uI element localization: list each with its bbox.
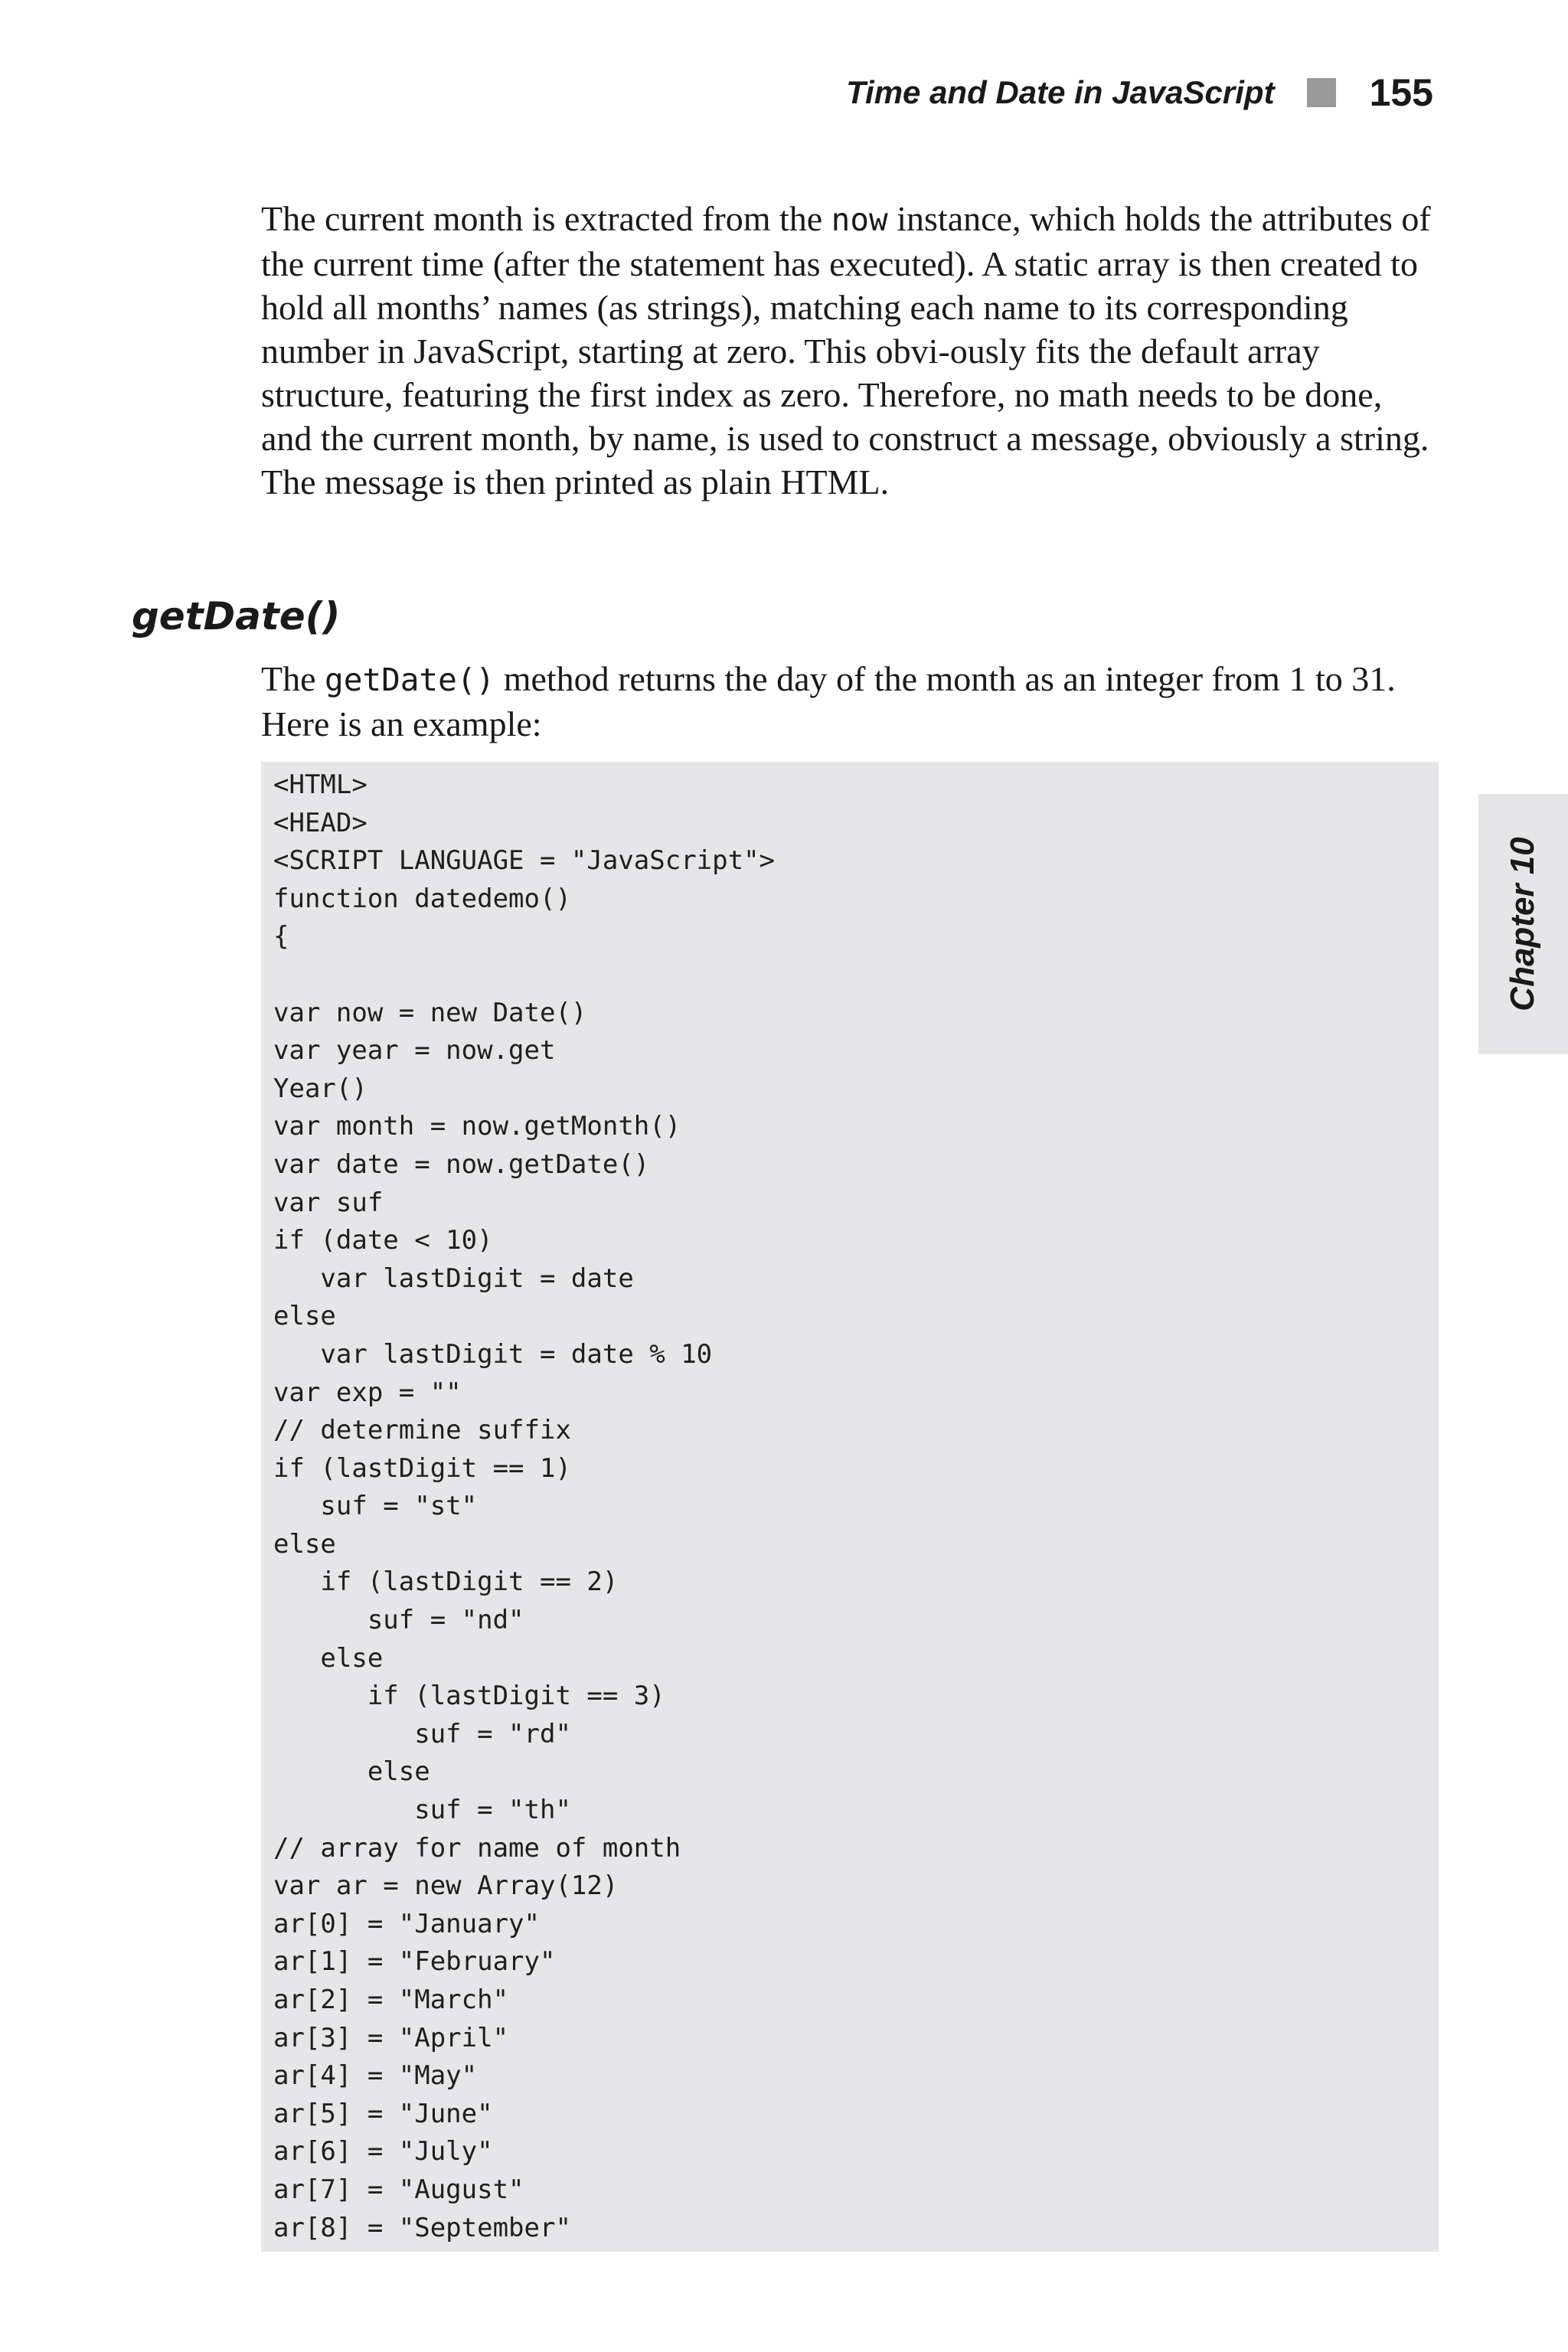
code-line: ar[5] = "June"	[273, 2098, 493, 2129]
code-line: ar[8] = "September"	[273, 2212, 571, 2243]
running-header	[846, 66, 1433, 119]
code-listing	[261, 762, 1439, 2252]
intro-paragraph	[261, 197, 1440, 504]
code-line: ar[3] = "April"	[273, 2022, 509, 2053]
code-line: else	[273, 1642, 384, 1674]
code-line: var now = new Date()	[273, 997, 587, 1028]
code-line: if (lastDigit == 3)	[273, 1681, 665, 1712]
chapter-tab-label: Chapter 10	[1504, 837, 1541, 1011]
code-line: var lastDigit = date	[273, 1263, 634, 1294]
chapter-tab	[1478, 794, 1568, 1054]
intro-text-part2: instance, which holds the attributes of the current time (after the statement has executed). A static array is then created to hold all months’ names (as strings), matching each name to its corresponding number in JavaScript, starting at zero. This obvi-ously fits the default array structure, featuring the first index as zero. Therefore, no math needs to be done, and the current month, by name, is used to construct a message, obviously a string. The message is then printed as plain HTML.	[261, 199, 1431, 501]
code-line: var exp = ""	[273, 1377, 462, 1408]
code-line: suf = "nd"	[273, 1605, 524, 1636]
running-title: Time and Date in JavaScript	[846, 74, 1275, 110]
header-square-marker	[1307, 78, 1336, 107]
code-line: var lastDigit = date % 10	[273, 1338, 713, 1370]
code-line: ar[2] = "March"	[273, 1984, 509, 2015]
code-line: else	[273, 1301, 336, 1332]
code-line: // determine suffix	[273, 1415, 571, 1446]
code-line: ar[0] = "January"	[273, 1908, 540, 1939]
code-line: if (lastDigit == 2)	[273, 1566, 619, 1598]
code-line	[273, 956, 1439, 995]
code-line: suf = "rd"	[273, 1718, 571, 1749]
code-line: if (date < 10)	[273, 1225, 493, 1256]
section-paragraph	[261, 657, 1440, 746]
section-inline-code: getDate()	[325, 662, 495, 698]
section-text-part2: method returns the day of the month as an integer from 1 to 31. Here is an example:	[261, 659, 1396, 743]
code-line: ar[6] = "July"	[273, 2136, 493, 2167]
page-number: 155	[1369, 71, 1433, 114]
intro-inline-code: now	[831, 201, 888, 238]
code-line: suf = "st"	[273, 1491, 478, 1522]
code-line: <HEAD>	[273, 807, 368, 838]
code-line: <HTML>	[273, 769, 368, 800]
code-line: var month = now.getMonth()	[273, 1111, 681, 1142]
code-line: if (lastDigit == 1)	[273, 1452, 571, 1484]
code-line: function datedemo()	[273, 883, 571, 914]
code-line: suf = "th"	[273, 1795, 571, 1826]
code-line: ar[4] = "May"	[273, 2060, 478, 2092]
section-heading: getDate()	[132, 594, 341, 639]
code-line: ar[7] = "August"	[273, 2174, 524, 2205]
code-line: ar[1] = "February"	[273, 1946, 556, 1978]
code-line: var suf	[273, 1187, 384, 1218]
code-line: var year = now.get	[273, 1035, 556, 1067]
code-line: var date = now.getDate()	[273, 1148, 650, 1180]
code-line: <SCRIPT LANGUAGE = "JavaScript">	[273, 845, 776, 877]
code-line: // array for name of month	[273, 1832, 681, 1864]
code-line: else	[273, 1756, 430, 1788]
code-line: else	[273, 1528, 336, 1560]
intro-text-part1: The current month is extracted from the	[261, 199, 831, 238]
code-line: var ar = new Array(12)	[273, 1870, 619, 1902]
section-text-part1: The	[261, 659, 325, 698]
code-line: {	[273, 921, 289, 952]
code-line: Year()	[273, 1073, 368, 1104]
